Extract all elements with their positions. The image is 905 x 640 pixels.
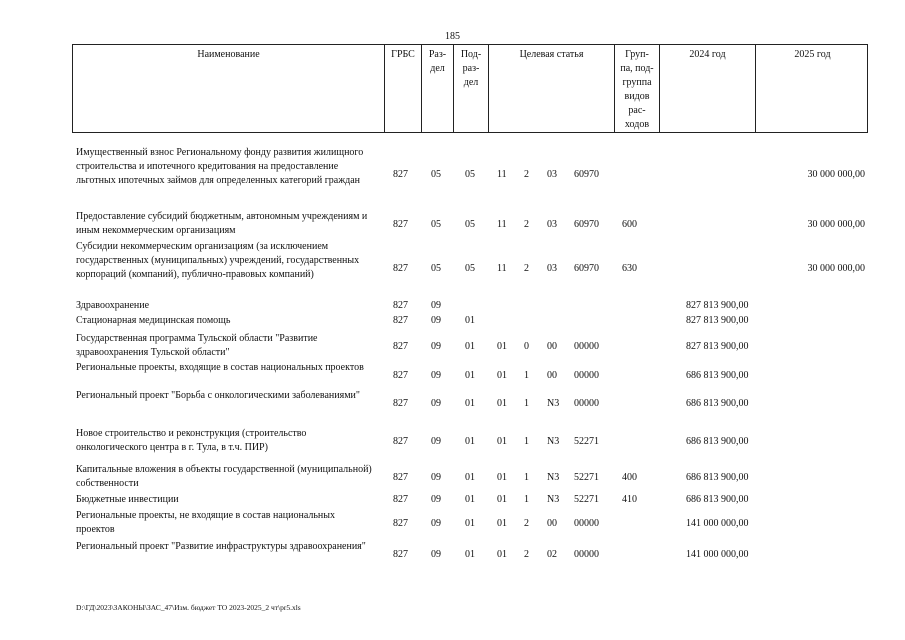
row-amount-2024: 827 813 900,00 [686,341,749,352]
row-t1: 01 [497,341,507,352]
header-2025: 2025 год [794,49,831,60]
row-t1: 01 [497,549,507,560]
row-amount-2025: 30 000 000,00 [807,219,865,230]
table-row [0,463,905,492]
row-rz: 05 [431,219,441,230]
row-rz: 05 [431,169,441,180]
row-t1: 11 [497,263,507,274]
row-name: Региональный проект "Борьба с онкологическими заболеваниями" [76,390,360,401]
table-row [0,361,905,390]
row-amount-2024: 141 000 000,00 [686,518,749,529]
row-grbs: 827 [393,472,408,483]
row-t2: 2 [524,518,529,529]
row-name: Стационарная медицинская помощь [76,315,231,326]
row-name: Региональные проекты, не входящие в состав национальных проектов [76,510,335,536]
row-pr: 05 [465,263,475,274]
row-pr: 05 [465,169,475,180]
row-pr: 01 [465,549,475,560]
row-pr: 01 [465,398,475,409]
row-t3: N3 [547,494,560,505]
table-row [0,240,905,297]
table-row [0,509,905,538]
row-vr: 400 [622,472,637,483]
row-pr: 01 [465,518,475,529]
row-t2: 1 [524,398,529,409]
table-row [0,427,905,456]
row-t3: 00 [547,370,557,381]
table-row [0,389,905,418]
row-t4: 60970 [574,169,599,180]
row-grbs: 827 [393,436,408,447]
row-t4: 60970 [574,219,599,230]
table-row [0,146,905,203]
row-t2: 1 [524,370,529,381]
row-t4: 00000 [574,370,599,381]
row-t2: 2 [524,263,529,274]
row-t2: 2 [524,169,529,180]
row-t1: 01 [497,518,507,529]
row-amount-2024: 141 000 000,00 [686,549,749,560]
row-grbs: 827 [393,219,408,230]
row-grbs: 827 [393,169,408,180]
row-pr: 01 [465,472,475,483]
table-row [0,493,905,507]
row-grbs: 827 [393,518,408,529]
row-pr: 01 [465,436,475,447]
row-name: Здравоохранение [76,300,150,311]
row-name: Имущественный взнос Региональному фонду развития жилищного строительства и ипотечного кредитования на предоставление льготных ипотечных займов для определенных категорий граждан [76,147,364,187]
row-grbs: 827 [393,549,408,560]
table-row [0,210,905,239]
row-grbs: 827 [393,300,408,311]
row-vr: 630 [622,263,637,274]
row-rz: 09 [431,494,441,505]
row-t4: 52271 [574,494,599,505]
row-rz: 09 [431,518,441,529]
row-vr: 600 [622,219,637,230]
row-amount-2025: 30 000 000,00 [807,263,865,274]
table-row [0,299,905,313]
row-rz: 05 [431,263,441,274]
file-path-footer: D:\ГД\2023\ЗАКОНЫ\ЗАС_47\Изм. бюджет ТО 2023-2025_2 чт\pr5.xls [76,603,301,612]
row-t2: 1 [524,472,529,483]
row-rz: 09 [431,436,441,447]
row-amount-2024: 686 813 900,00 [686,436,749,447]
row-vr: 410 [622,494,637,505]
row-t1: 01 [497,436,507,447]
header-name: Наименование [73,45,385,132]
row-amount-2024: 686 813 900,00 [686,398,749,409]
row-name: Государственная программа Тульской области "Развитие здравоохранения Тульской области" [76,333,318,359]
row-t2: 2 [524,549,529,560]
row-t4: 00000 [574,398,599,409]
row-t3: N3 [547,472,560,483]
row-name: Новое строительство и реконструкция (строительство онкологического центра в г. Тула, в т.ч. ПИР) [76,428,307,454]
header-grbs: ГРБС [385,45,422,132]
header-razdel: Раз- дел [422,45,454,132]
row-amount-2024: 686 813 900,00 [686,370,749,381]
row-t2: 0 [524,341,529,352]
row-t1: 01 [497,494,507,505]
row-name: Предоставление субсидий бюджетным, автономным учреждениям и иным некоммерческим организациям [76,211,368,237]
row-t1: 11 [497,169,507,180]
row-amount-2024: 827 813 900,00 [686,315,749,326]
row-t4: 60970 [574,263,599,274]
header-podrazdel: Под- раз- дел [454,45,489,132]
row-t3: 02 [547,549,557,560]
header-expense-group: Груп- па, под- группа видов рас- ходов [615,45,660,132]
row-t3: 03 [547,219,557,230]
row-t3: N3 [547,436,560,447]
row-t4: 52271 [574,472,599,483]
row-rz: 09 [431,300,441,311]
row-grbs: 827 [393,494,408,505]
row-name: Капитальные вложения в объекты государственной (муниципальной) собственности [76,464,372,490]
row-grbs: 827 [393,341,408,352]
row-t2: 1 [524,494,529,505]
row-name: Бюджетные инвестиции [76,494,179,505]
row-t4: 00000 [574,341,599,352]
row-t4: 00000 [574,518,599,529]
table-row [0,332,905,361]
row-pr: 01 [465,494,475,505]
row-t3: N3 [547,398,560,409]
row-t3: 00 [547,341,557,352]
row-pr: 01 [465,341,475,352]
row-t1: 01 [497,398,507,409]
row-rz: 09 [431,549,441,560]
row-t3: 03 [547,263,557,274]
row-t3: 03 [547,169,557,180]
row-grbs: 827 [393,315,408,326]
row-t4: 00000 [574,549,599,560]
row-name: Субсидии некоммерческим организациям (за исключением государственных (муниципальных) учреждений, государственных корпораций (компаний), публично-правовых компаний) [76,241,360,281]
row-amount-2024: 827 813 900,00 [686,300,749,311]
row-grbs: 827 [393,398,408,409]
page-number: 185 [445,31,460,42]
row-t1: 01 [497,472,507,483]
header-2024: 2024 год [660,45,756,132]
row-grbs: 827 [393,263,408,274]
row-rz: 09 [431,472,441,483]
row-rz: 09 [431,341,441,352]
row-amount-2024: 686 813 900,00 [686,472,749,483]
row-rz: 09 [431,315,441,326]
row-pr: 05 [465,219,475,230]
header-target-article: Целевая статья [489,45,615,132]
row-name: Региональный проект "Развитие инфраструктуры здравоохранения" [76,541,366,552]
row-grbs: 827 [393,370,408,381]
row-t1: 01 [497,370,507,381]
row-pr: 01 [465,370,475,381]
row-t4: 52271 [574,436,599,447]
row-amount-2025: 30 000 000,00 [807,169,865,180]
row-t1: 11 [497,219,507,230]
row-t2: 1 [524,436,529,447]
row-amount-2024: 686 813 900,00 [686,494,749,505]
row-pr: 01 [465,315,475,326]
table-row [0,314,905,328]
row-t2: 2 [524,219,529,230]
table-row [0,540,905,569]
row-rz: 09 [431,398,441,409]
row-rz: 09 [431,370,441,381]
row-t3: 00 [547,518,557,529]
row-name: Региональные проекты, входящие в состав национальных проектов [76,362,364,373]
